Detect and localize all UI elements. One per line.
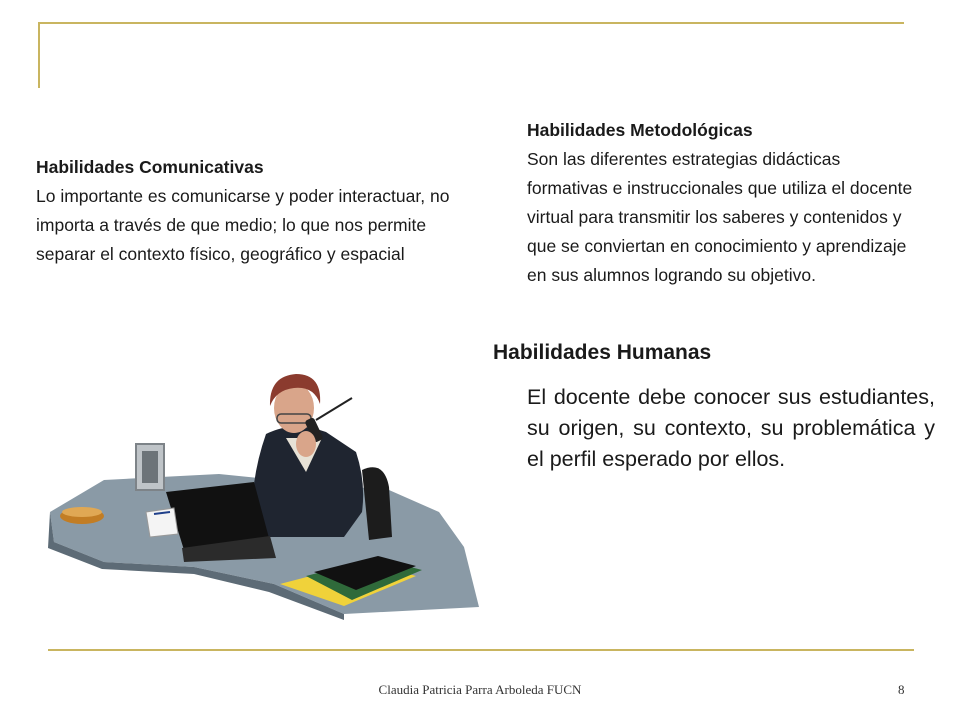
- habilidades-metodologicas-text: Son las diferentes estrategias didácticas formativas e instruccionales que utiliza el docente virtual para transmitir los saberes y contenidos y que se conviertan en conocimiento y aprendizaje en sus alumnos logrando su objetivo.: [527, 149, 913, 285]
- habilidades-metodologicas-block: [527, 116, 922, 290]
- habilidades-comunicativas-title: Habilidades Comunicativas: [36, 157, 264, 177]
- top-border-line: [40, 22, 904, 24]
- footer-author: Claudia Patricia Parra Arboleda FUCN: [378, 682, 582, 697]
- bottom-border-line: [48, 649, 914, 651]
- habilidades-humanas-title: Habilidades Humanas: [493, 341, 712, 364]
- habilidades-comunicativas-block: [36, 153, 486, 269]
- picture-frame-photo: [142, 451, 158, 483]
- phone-antenna: [316, 398, 352, 420]
- bowl-rim: [62, 507, 102, 517]
- habilidades-comunicativas-text: Lo importante es comunicarse y poder interactuar, no importa a través de que medio; lo que nos permite separar el contexto físico, geográfico y espacial: [36, 186, 450, 264]
- habilidades-metodologicas-title: Habilidades Metodológicas: [527, 120, 753, 140]
- left-border-line: [38, 22, 40, 88]
- woman-hand: [296, 431, 316, 457]
- habilidades-humanas-text: El docente debe conocer sus estudiantes, su origen, su contexto, su problemática y el perfil esperado por ellos.: [527, 385, 935, 471]
- page-number: 8: [898, 682, 905, 697]
- teacher-at-desk-illustration: [44, 362, 480, 622]
